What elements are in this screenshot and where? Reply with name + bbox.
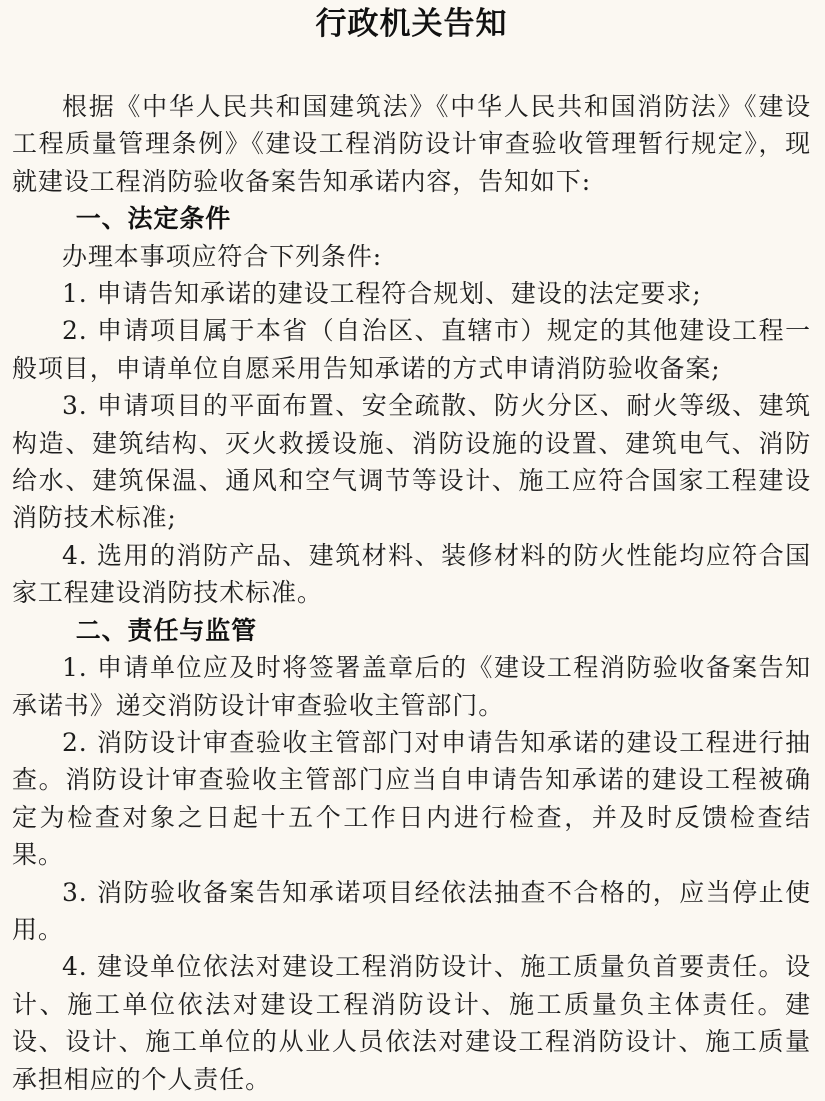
section-legal-conditions [12, 200, 811, 611]
intro-paragraph: 根据《中华人民共和国建筑法》《中华人民共和国消防法》《建设工程质量管理条例》《建设工程消防设计审查验收管理暂行规定》，现就建设工程消防验收备案告知承诺内容，告知如下: [12, 92, 811, 196]
list-item: 3. 消防验收备案告知承诺项目经依法抽查不合格的，应当停止使用。 [12, 877, 811, 944]
list-item: 1. 申请单位应及时将签署盖章后的《建设工程消防验收备案告知承诺书》递交消防设计审查验收主管部门。 [12, 653, 811, 720]
title-spacing [12, 56, 811, 88]
list-item: 3. 申请项目的平面布置、安全疏散、防火分区、耐火等级、建筑构造、建筑结构、灭火救援设施、消防设施的设置、建筑电气、消防给水、建筑保温、通风和空气调节等设计、施工应符合国家工程建设消防技术标准; [12, 391, 811, 533]
section-heading-legal-conditions: 一、法定条件 [75, 204, 232, 234]
document-title: 行政机关告知 [315, 6, 508, 42]
list-item: 1. 申请告知承诺的建设工程符合规划、建设的法定要求; [62, 279, 702, 309]
list-item: 4. 建设单位依法对建设工程消防设计、施工质量负首要责任。设计、施工单位依法对建设工程消防设计、施工质量负主体责任。建设、设计、施工单位的从业人员依法对建设工程消防设计、施工质量承担相应的个人责任。 [12, 952, 811, 1094]
list-item: 4. 选用的消防产品、建筑材料、装修材料的防火性能均应符合国家工程建设消防技术标准。 [12, 540, 811, 608]
section-lead-paragraph: 办理本事项应符合下列条件: [62, 241, 383, 271]
legal-conditions-list [12, 275, 811, 612]
list-item: 2. 消防设计审查验收主管部门对申请告知承诺的建设工程进行抽查。消防设计审查验收主管部门应当自申请告知承诺的建设工程被确定为检查对象之日起十五个工作日内进行检查，并及时反馈检查结果。 [12, 727, 811, 870]
document-body [12, 88, 811, 1098]
section-heading-responsibility-supervision: 二、责任与监管 [75, 615, 258, 645]
list-item: 2. 申请项目属于本省（自治区、直辖市）规定的其他建设工程一般项目，申请单位自愿采用告知承诺的方式申请消防验收备案; [12, 316, 811, 383]
responsibility-list [12, 649, 811, 1098]
section-responsibility-supervision [12, 612, 811, 1098]
